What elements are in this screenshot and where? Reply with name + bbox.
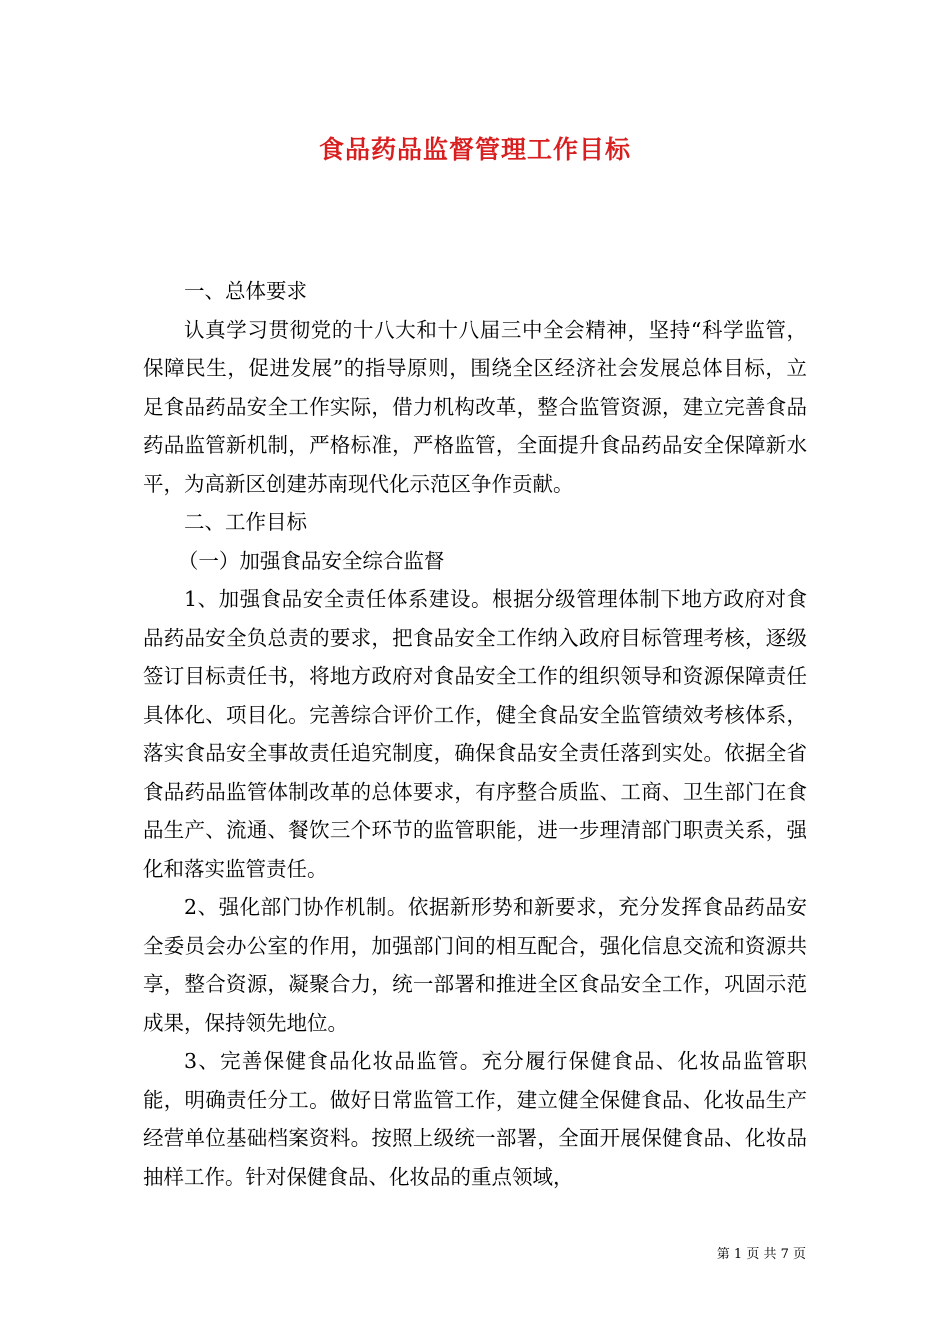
subsection-heading-food-safety: （一）加强食品安全综合监督 bbox=[177, 548, 445, 573]
section-heading-work-goals: 二、工作目标 bbox=[184, 510, 307, 534]
paragraph-item-1: 1、加强食品安全责任体系建设。根据分级管理体制下地方政府对食品药品安全负总责的要求，把食品安全工作纳入政府目标管理考核，逐级签订目标责任书，将地方政府对食品安全工作的组织领导和资源保障责任具体化、项目化。完善综合评价工作，健全食品安全监管绩效考核体系，落实食品安全事故责任追究制度，确保食品安全责任落到实处。依据全省食品药品监管体制改革的总体要求，有序整合质监、工商、卫生部门在食品生产、流通、餐饮三个环节的监管职能，进一步理清部门职责关系，强化和落实监管责任。 bbox=[143, 587, 807, 881]
document-title: 食品药品监督管理工作目标 bbox=[318, 135, 631, 164]
paragraph-item-3: 3、完善保健食品化妆品监管。充分履行保健食品、化妆品监管职能，明确责任分工。做好日常监管工作，建立健全保健食品、化妆品生产经营单位基础档案资料。按照上级统一部署，全面开展保健食品、化妆品抽样工作。针对保健食品、化妆品的重点领域， bbox=[143, 1049, 807, 1189]
paragraph-overall-requirements: 认真学习贯彻党的十八大和十八届三中全会精神，坚持“科学监管，保障民生，促进发展”的指导原则，围绕全区经济社会发展总体目标，立足食品药品安全工作实际，借力机构改革，整合监管资源，建立完善食品药品监管新机制，严格标准，严格监管，全面提升食品药品安全保障新水平，为高新区创建苏南现代化示范区争作贡献。 bbox=[143, 317, 807, 496]
section-heading-overall-requirements: 一、总体要求 bbox=[184, 279, 307, 303]
paragraph-item-2: 2、强化部门协作机制。依据新形势和新要求，充分发挥食品药品安全委员会办公室的作用，加强部门间的相互配合，强化信息交流和资源共享，整合资源，凝聚合力，统一部署和推进全区食品安全工作，巩固示范成果，保持领先地位。 bbox=[143, 895, 807, 1035]
page-number-footer: 第 1 页 共 7 页 bbox=[716, 1247, 806, 1262]
document-body bbox=[143, 272, 807, 1196]
